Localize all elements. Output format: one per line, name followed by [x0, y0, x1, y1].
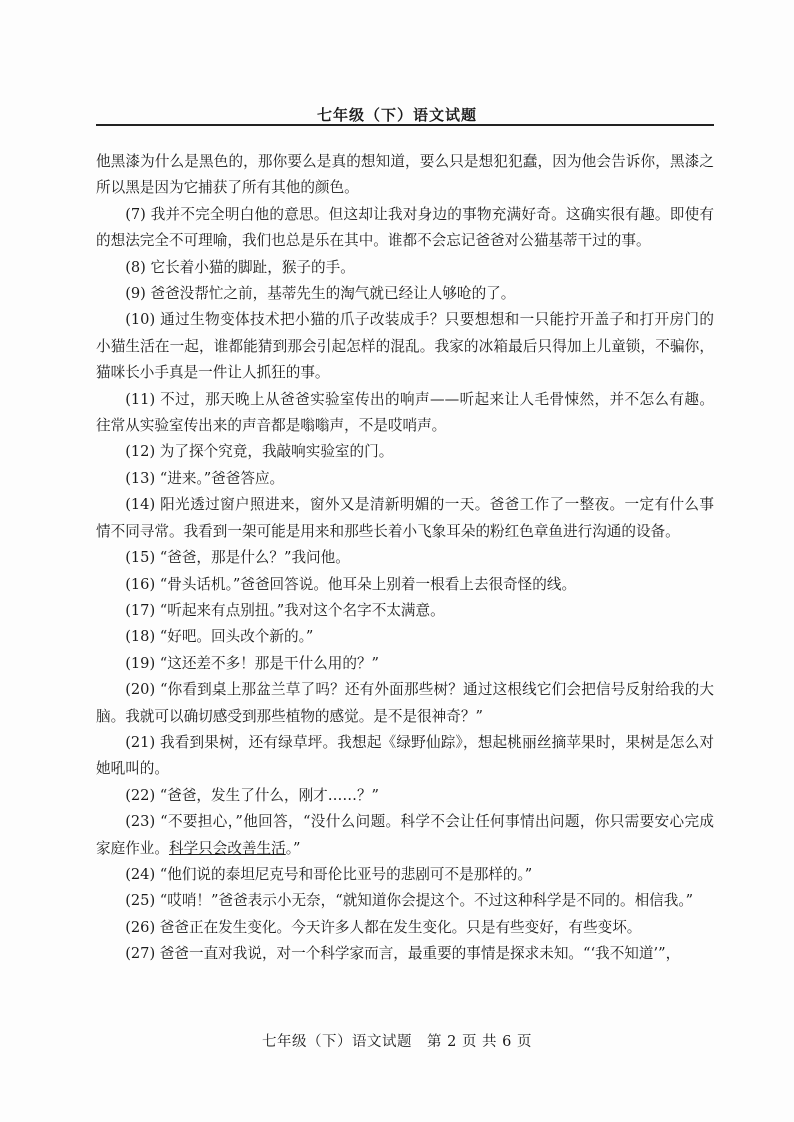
paragraph-25: (25) “哎哨！”爸爸表示小无奈，“就知道你会提这个。不过这种科学是不同的。相信我。” — [125, 892, 694, 910]
paragraph-18: (18) “好吧。回头改个新的。” — [125, 628, 314, 646]
paragraph-8: (8) 它长着小猫的脚趾，猴子的手。 — [125, 258, 355, 276]
paragraph-9: (9) 爸爸没帮忙之前，基蒂先生的淘气就已经让人够呛的了。 — [125, 285, 516, 303]
paragraph-10: (10) 通过生物变体技术把小猫的爪子改装成手？只要想想和一只能拧开盖子和打开房门的小猫生活在一起，谁都能猜到那会引起怎样的混乱。我家的冰箱最后只得加上儿童锁，不骗你，猫咪长小手真是一件让人抓狂的事。 — [96, 311, 714, 382]
paragraph-23-tail: 。” — [285, 839, 301, 857]
paragraph-26: (26) 爸爸正在发生变化。今天许多人都在发生变化。只是有些变好，有些变坏。 — [125, 918, 642, 936]
paragraph-continuation: 他黑漆为什么是黑色的，那你要么是真的想知道，要么只是想犯犯蠢，因为他会告诉你，黑漆之所以黑是因为它捕获了所有其他的颜色。 — [96, 153, 714, 197]
page-footer: 七年级（下）语文试题 第 2 页 共 6 页 — [262, 1034, 532, 1050]
paragraph-27: (27) 爸爸一直对我说，对一个科学家而言，最重要的事情是探求未知。“‘我不知道’”， — [125, 945, 681, 963]
paragraph-20: (20) “你看到桌上那盆兰草了吗？还有外面那些树？通过这根线它们会把信号反射给我的大脑。我就可以确切感受到那些植物的感觉。是不是很神奇？” — [96, 681, 714, 725]
paragraph-7: (7) 我并不完全明白他的意思。但这却让我对身边的事物充满好奇。这确实很有趣。即使有的想法完全不可理喻，我们也总是乐在其中。谁都不会忘记爸爸对公猫基蒂干过的事。 — [96, 205, 714, 250]
paragraph-13: (13) “进来。”爸爸答应。 — [125, 469, 285, 487]
paragraph-23-text: (23) “不要担心，”他回答，“没什么问题。科学不会让任何事情出问题，你只需要安心完成家庭作业。 — [96, 813, 714, 857]
paragraph-23 — [96, 809, 714, 862]
paragraph-17: (17) “听起来有点别扭。”我对这个名字不太满意。 — [125, 601, 445, 619]
paragraph-24: (24) “他们说的泰坦尼克号和哥伦比亚号的悲剧可不是那样的。” — [125, 865, 533, 883]
reading-passage — [96, 149, 714, 968]
paragraph-21: (21) 我看到果树，还有绿草坪。我想起《绿野仙踪》，想起桃丽丝摘苹果时，果树是怎么对她吼叫的。 — [96, 733, 714, 778]
underlined-sentence: 科学只会改善生活 — [168, 839, 286, 857]
paragraph-16: (16) “骨头话机。”爸爸回答说。他耳朵上别着一根看上去很奇怪的线。 — [125, 575, 577, 593]
paragraph-22: (22) “爸爸，发生了什么，刚才……？” — [125, 786, 380, 804]
paragraph-11: (11) 不过，那天晚上从爸爸实验室传出的响声——听起来让人毛骨悚然，并不怎么有趣。往常从实验室传出来的声音都是嗡嗡声，不是哎哨声。 — [96, 390, 714, 435]
paragraph-12: (12) 为了探个究竟，我敲响实验室的门。 — [125, 443, 394, 461]
paragraph-15: (15) “爸爸，那是什么？”我问他。 — [125, 549, 350, 567]
paragraph-14: (14) 阳光透过窗户照进来，窗外又是清新明媚的一天。爸爸工作了一整夜。一定有什么事情不同寻常。我看到一架可能是用来和那些长着小飞象耳朵的粉红色章鱼进行沟通的设备。 — [96, 496, 714, 540]
page-header-title: 七年级（下）语文试题 — [316, 106, 477, 124]
header-divider — [96, 124, 714, 126]
paragraph-19: (19) “这还差不多！那是干什么用的？” — [125, 654, 380, 672]
